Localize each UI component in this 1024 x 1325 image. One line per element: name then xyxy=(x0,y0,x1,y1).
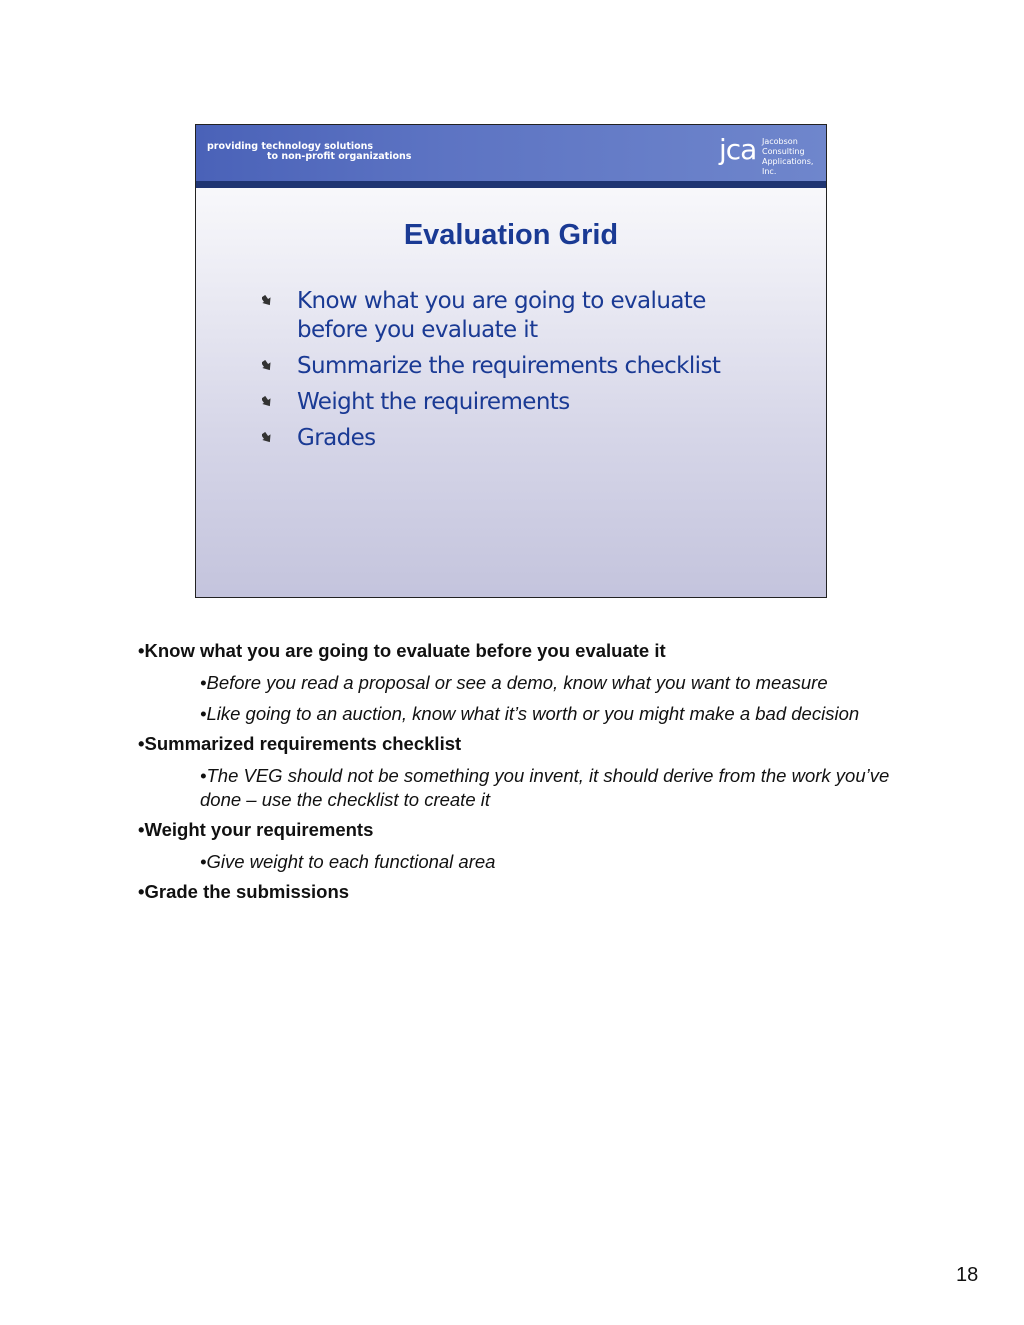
tagline-line-1: providing technology solutions xyxy=(207,141,374,152)
note-heading: •Weight your requirements xyxy=(138,819,374,840)
note-detail: •Like going to an auction, know what it’s worth or you might make a bad decision xyxy=(200,703,860,724)
note-detail: •Before you read a proposal or see a demo, know what you want to measure xyxy=(200,672,828,693)
slide-bullet-text: Weight the requirements xyxy=(297,389,570,415)
speaker-notes xyxy=(138,640,898,912)
slide-bullet-text: Know what you are going to evaluate before you evaluate it xyxy=(297,288,706,343)
jca-logo: jca xyxy=(719,133,757,166)
header-divider xyxy=(196,181,826,188)
slide-title: Evaluation Grid xyxy=(403,219,619,251)
arrow-down-right-icon xyxy=(262,396,273,408)
arrow-down-right-icon xyxy=(262,432,273,444)
logo-line: Jacobson xyxy=(762,137,798,146)
slide-header xyxy=(196,125,826,183)
logo-company-name xyxy=(762,137,826,177)
logo-line: Consulting xyxy=(762,147,805,156)
note-heading: •Summarized requirements checklist xyxy=(138,733,462,754)
slide-bullet-list xyxy=(260,287,760,460)
arrow-down-right-icon xyxy=(262,360,273,372)
slide-thumbnail xyxy=(195,124,827,598)
note-detail: •Give weight to each functional area xyxy=(200,851,496,872)
note-heading: •Grade the submissions xyxy=(138,881,350,902)
tagline-line-2: to non-profit organizations xyxy=(267,151,412,162)
page-number: 18 xyxy=(956,1264,979,1286)
arrow-down-right-icon xyxy=(262,295,273,307)
note-detail: •The VEG should not be something you invent, it should derive from the work you’ve done – use the checklist to create it xyxy=(200,765,890,810)
note-heading: •Know what you are going to evaluate before you evaluate it xyxy=(138,640,666,661)
tagline xyxy=(207,142,411,162)
slide-bullet xyxy=(260,388,760,417)
logo-line: Applications, Inc. xyxy=(762,157,814,176)
slide-bullet-text: Summarize the requirements checklist xyxy=(297,353,721,379)
slide-bullet xyxy=(260,287,760,345)
slide-bullet-text: Grades xyxy=(297,425,376,451)
slide-bullet xyxy=(260,424,760,453)
slide-bullet xyxy=(260,352,760,381)
